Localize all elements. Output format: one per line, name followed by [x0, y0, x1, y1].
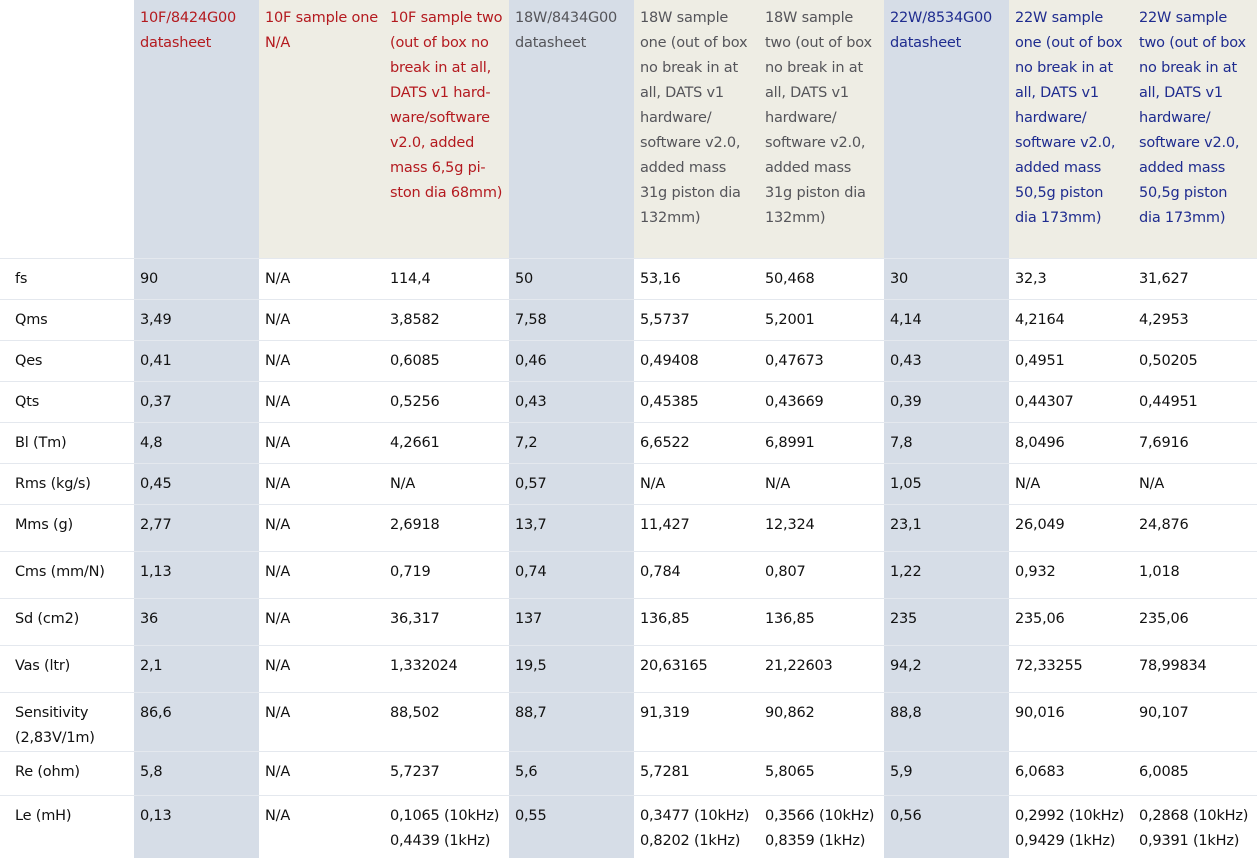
table-cell: N/A: [259, 598, 384, 645]
table-cell: 4,2661: [384, 422, 509, 463]
table-cell: 5,6: [509, 751, 634, 795]
row-label: Vas (ltr): [0, 645, 134, 692]
table-cell: 0,3566 (10kHz) 0,8359 (1kHz): [759, 795, 884, 858]
table-cell: 20,63165: [634, 645, 759, 692]
table-cell: 0,5256: [384, 381, 509, 422]
table-row: [0, 258, 1257, 299]
table-cell: 88,502: [384, 692, 509, 751]
table-cell: 30: [884, 258, 1009, 299]
table-cell: 6,0683: [1009, 751, 1133, 795]
table-cell: 4,8: [134, 422, 259, 463]
header-10f-sample-one: 10F sample one N/A: [259, 0, 384, 258]
table-cell: N/A: [259, 751, 384, 795]
table-cell: 1,05: [884, 463, 1009, 504]
table-cell: 2,1: [134, 645, 259, 692]
table-cell: 0,45: [134, 463, 259, 504]
table-cell: N/A: [1009, 463, 1133, 504]
row-label: Bl (Tm): [0, 422, 134, 463]
table-cell: 4,14: [884, 299, 1009, 340]
header-row: [0, 0, 1257, 258]
table-cell: 21,22603: [759, 645, 884, 692]
table-cell: 0,45385: [634, 381, 759, 422]
table-cell: 137: [509, 598, 634, 645]
table-cell: 5,8: [134, 751, 259, 795]
table-cell: 7,2: [509, 422, 634, 463]
row-label: Sensitivity (2,83V/1m): [0, 692, 134, 751]
table-cell: 1,332024: [384, 645, 509, 692]
table-cell: 53,16: [634, 258, 759, 299]
row-label: fs: [0, 258, 134, 299]
table-cell: 0,719: [384, 551, 509, 598]
table-cell: 26,049: [1009, 504, 1133, 551]
table-cell: N/A: [259, 504, 384, 551]
table-cell: N/A: [259, 463, 384, 504]
table-row: [0, 751, 1257, 795]
row-label: Cms (mm/N): [0, 551, 134, 598]
table-cell: 235: [884, 598, 1009, 645]
table-cell: 1,018: [1133, 551, 1257, 598]
table-cell: 0,74: [509, 551, 634, 598]
row-label: Re (ohm): [0, 751, 134, 795]
table-cell: N/A: [259, 551, 384, 598]
table-cell: 88,8: [884, 692, 1009, 751]
table-cell: 114,4: [384, 258, 509, 299]
table-cell: 90,016: [1009, 692, 1133, 751]
table-cell: 0,41: [134, 340, 259, 381]
table-cell: 94,2: [884, 645, 1009, 692]
table-cell: 91,319: [634, 692, 759, 751]
table-cell: 0,37: [134, 381, 259, 422]
table-cell: 11,427: [634, 504, 759, 551]
table-cell: N/A: [384, 463, 509, 504]
table-cell: 23,1: [884, 504, 1009, 551]
table-cell: 32,3: [1009, 258, 1133, 299]
table-cell: 4,2164: [1009, 299, 1133, 340]
table-row: [0, 645, 1257, 692]
table-cell: 0,46: [509, 340, 634, 381]
table-cell: 50: [509, 258, 634, 299]
table-cell: 50,468: [759, 258, 884, 299]
table-cell: 1,22: [884, 551, 1009, 598]
table-row: [0, 692, 1257, 751]
row-label: Mms (g): [0, 504, 134, 551]
table-cell: 86,6: [134, 692, 259, 751]
table-cell: 0,56: [884, 795, 1009, 858]
header-corner-cell: [0, 0, 134, 258]
table-cell: 5,2001: [759, 299, 884, 340]
table-cell: N/A: [259, 422, 384, 463]
table-cell: 0,13: [134, 795, 259, 858]
row-label: Qms: [0, 299, 134, 340]
table-cell: 5,5737: [634, 299, 759, 340]
table-row: [0, 381, 1257, 422]
header-18w-datasheet: 18W/8434G00 datasheet: [509, 0, 634, 258]
table-cell: 6,8991: [759, 422, 884, 463]
table-cell: 5,7281: [634, 751, 759, 795]
table-cell: 8,0496: [1009, 422, 1133, 463]
table-cell: 7,6916: [1133, 422, 1257, 463]
table-cell: 0,47673: [759, 340, 884, 381]
table-cell: 0,49408: [634, 340, 759, 381]
table-cell: 136,85: [634, 598, 759, 645]
row-label: Sd (cm2): [0, 598, 134, 645]
table-cell: N/A: [259, 258, 384, 299]
table-cell: 0,807: [759, 551, 884, 598]
header-10f-datasheet: 10F/8424G00 datasheet: [134, 0, 259, 258]
table-cell: 0,932: [1009, 551, 1133, 598]
table-cell: 13,7: [509, 504, 634, 551]
table-cell: 235,06: [1009, 598, 1133, 645]
table-cell: 90,862: [759, 692, 884, 751]
table-row: [0, 551, 1257, 598]
table-cell: 24,876: [1133, 504, 1257, 551]
header-22w-sample-two: 22W sample two (out of box no break in at all, DATS v1 hardware/ software v2.0, added mass 50,5g piston dia 173mm): [1133, 0, 1257, 258]
header-22w-sample-one: 22W sample one (out of box no break in at all, DATS v1 hardware/ software v2.0, added mass 50,5g piston dia 173mm): [1009, 0, 1133, 258]
table-cell: 36: [134, 598, 259, 645]
table-cell: 0,55: [509, 795, 634, 858]
table-cell: 31,627: [1133, 258, 1257, 299]
table-cell: N/A: [634, 463, 759, 504]
table-cell: 12,324: [759, 504, 884, 551]
row-label: Qes: [0, 340, 134, 381]
table-row: [0, 795, 1257, 858]
table-body: [0, 258, 1257, 858]
table-cell: 90: [134, 258, 259, 299]
table-cell: 3,8582: [384, 299, 509, 340]
table-cell: 0,4951: [1009, 340, 1133, 381]
table-row: [0, 422, 1257, 463]
row-label: Qts: [0, 381, 134, 422]
table-cell: 0,39: [884, 381, 1009, 422]
row-label: Le (mH): [0, 795, 134, 858]
table-cell: 0,1065 (10kHz) 0,4439 (1kHz): [384, 795, 509, 858]
table-row: [0, 463, 1257, 504]
table-cell: 0,43669: [759, 381, 884, 422]
table-cell: 0,784: [634, 551, 759, 598]
table-cell: N/A: [259, 645, 384, 692]
table-cell: 0,43: [509, 381, 634, 422]
row-label: Rms (kg/s): [0, 463, 134, 504]
table-cell: N/A: [259, 299, 384, 340]
table-cell: 72,33255: [1009, 645, 1133, 692]
table-cell: 235,06: [1133, 598, 1257, 645]
table-cell: 6,6522: [634, 422, 759, 463]
table-cell: 4,2953: [1133, 299, 1257, 340]
table-row: [0, 504, 1257, 551]
table-cell: N/A: [259, 795, 384, 858]
table-cell: 0,2992 (10kHz) 0,9429 (1kHz): [1009, 795, 1133, 858]
table-cell: 36,317: [384, 598, 509, 645]
table-row: [0, 340, 1257, 381]
table-cell: 3,49: [134, 299, 259, 340]
header-22w-datasheet: 22W/8534G00 datasheet: [884, 0, 1009, 258]
table-row: [0, 299, 1257, 340]
table-cell: 0,44951: [1133, 381, 1257, 422]
header-18w-sample-two: 18W sample two (out of box no break in at all, DATS v1 hardware/ software v2.0, added mass 31g piston dia 132mm): [759, 0, 884, 258]
table-cell: 0,3477 (10kHz) 0,8202 (1kHz): [634, 795, 759, 858]
table-cell: 0,57: [509, 463, 634, 504]
table-cell: 5,9: [884, 751, 1009, 795]
table-cell: 0,2868 (10kHz) 0,9391 (1kHz): [1133, 795, 1257, 858]
table-cell: N/A: [259, 340, 384, 381]
table-row: [0, 598, 1257, 645]
table-cell: 0,43: [884, 340, 1009, 381]
table-cell: N/A: [259, 381, 384, 422]
table-cell: N/A: [1133, 463, 1257, 504]
table-cell: 1,13: [134, 551, 259, 598]
table-cell: N/A: [759, 463, 884, 504]
table-cell: N/A: [259, 692, 384, 751]
header-10f-sample-two: 10F sample two (out of box no break in at all, DATS v1 hard-ware/software v2.0, added mass 6,5g pi-ston dia 68mm): [384, 0, 509, 258]
table-cell: 2,6918: [384, 504, 509, 551]
table-cell: 136,85: [759, 598, 884, 645]
table-cell: 7,8: [884, 422, 1009, 463]
table-cell: 2,77: [134, 504, 259, 551]
table-cell: 5,7237: [384, 751, 509, 795]
header-18w-sample-one: 18W sample one (out of box no break in at all, DATS v1 hardware/ software v2.0, added mass 31g piston dia 132mm): [634, 0, 759, 258]
table-cell: 0,44307: [1009, 381, 1133, 422]
table-cell: 88,7: [509, 692, 634, 751]
table-cell: 7,58: [509, 299, 634, 340]
table-cell: 6,0085: [1133, 751, 1257, 795]
table-cell: 0,50205: [1133, 340, 1257, 381]
table-cell: 90,107: [1133, 692, 1257, 751]
table-cell: 19,5: [509, 645, 634, 692]
table-cell: 0,6085: [384, 340, 509, 381]
table-cell: 78,99834: [1133, 645, 1257, 692]
table-cell: 5,8065: [759, 751, 884, 795]
